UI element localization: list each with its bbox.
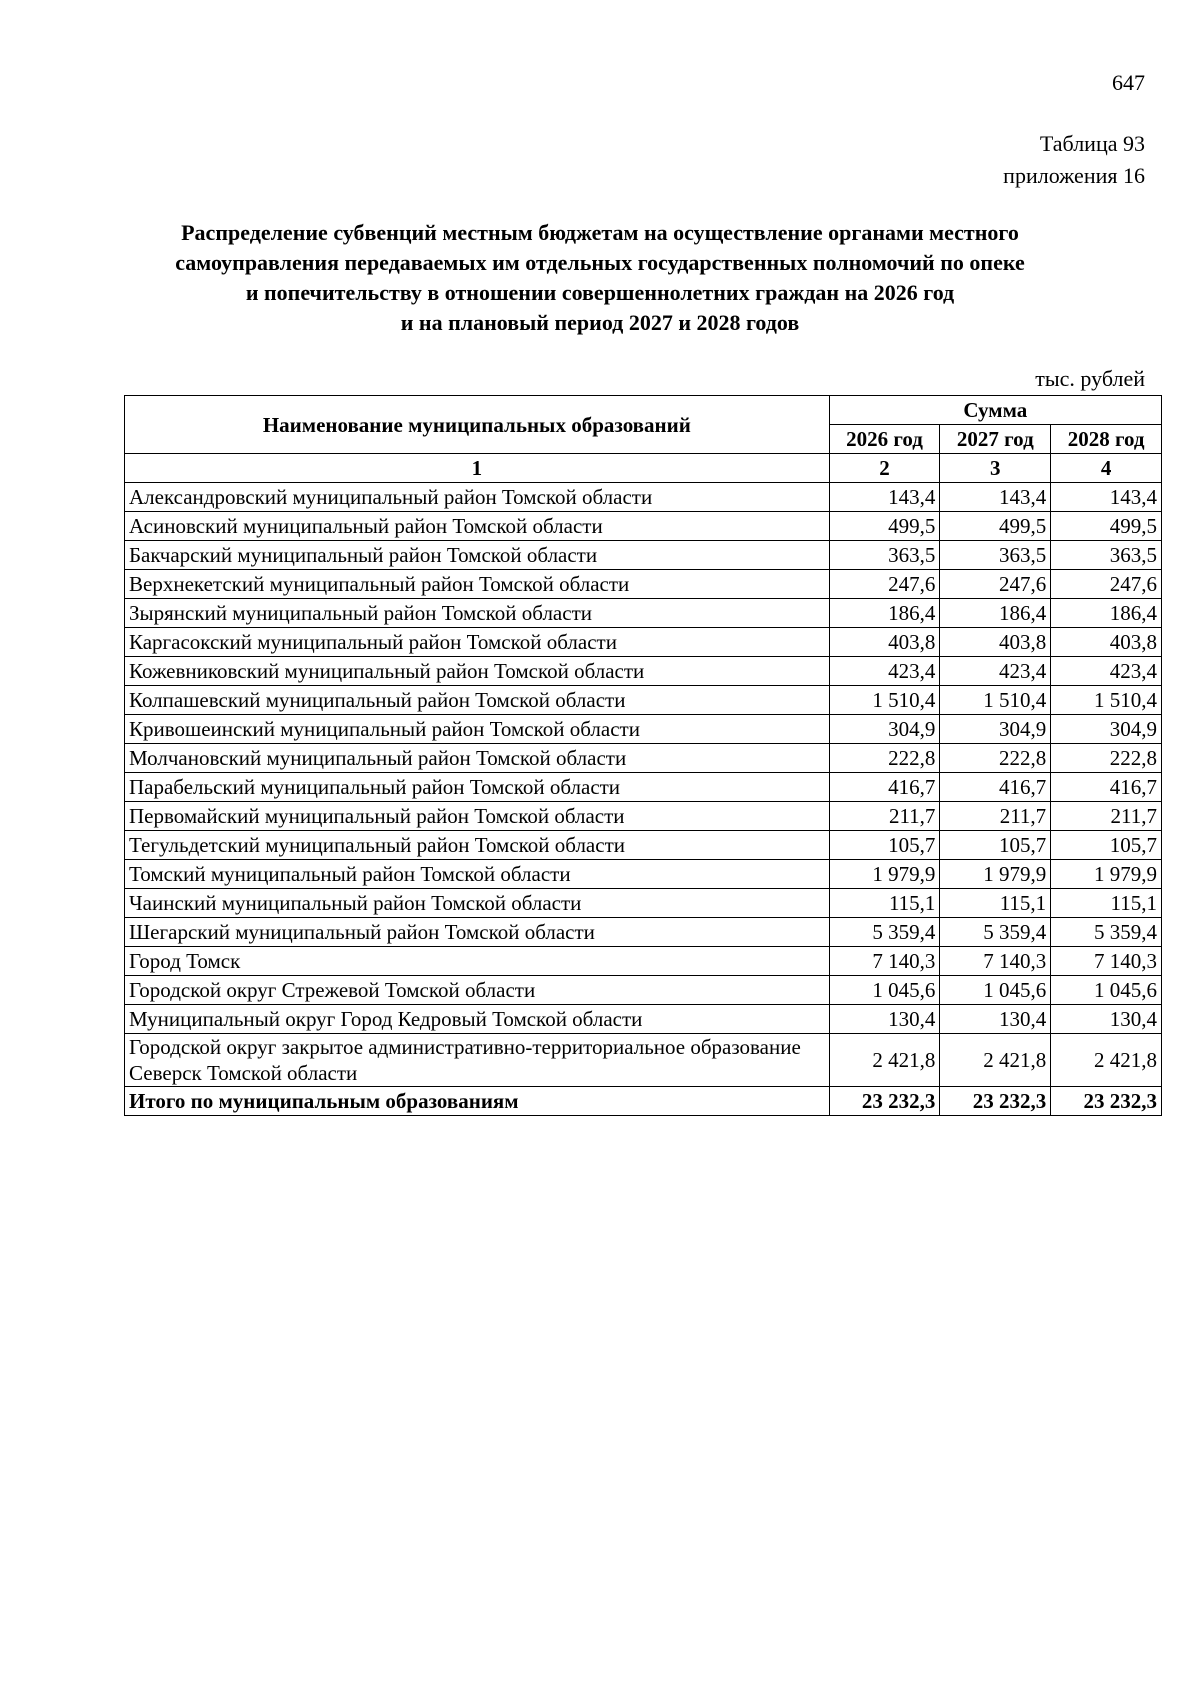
table-row bbox=[125, 657, 1162, 686]
municipality-name: Кожевниковский муниципальный район Томской области bbox=[125, 657, 830, 686]
municipality-name: Город Томск bbox=[125, 947, 830, 976]
table-row bbox=[125, 599, 1162, 628]
title-line1: Распределение субвенций местным бюджетам на осуществление органами местного bbox=[181, 220, 1019, 245]
municipality-name: Александровский муниципальный район Томской области bbox=[125, 483, 830, 512]
value-2027: 1 045,6 bbox=[940, 976, 1051, 1005]
value-2028: 115,1 bbox=[1051, 889, 1162, 918]
units-label: тыс. рублей bbox=[1035, 366, 1145, 391]
header-sum: Сумма bbox=[829, 396, 1161, 425]
header-year-2028: 2028 год bbox=[1051, 425, 1162, 454]
table-row bbox=[125, 831, 1162, 860]
value-2027: 304,9 bbox=[940, 715, 1051, 744]
value-2027: 499,5 bbox=[940, 512, 1051, 541]
value-2027: 5 359,4 bbox=[940, 918, 1051, 947]
column-index-4: 4 bbox=[1051, 454, 1162, 483]
table-row bbox=[125, 541, 1162, 570]
table-row bbox=[125, 483, 1162, 512]
municipality-name: Верхнекетский муниципальный район Томской области bbox=[125, 570, 830, 599]
table-row bbox=[125, 744, 1162, 773]
value-2026: 1 045,6 bbox=[829, 976, 940, 1005]
value-2026: 416,7 bbox=[829, 773, 940, 802]
value-2028: 499,5 bbox=[1051, 512, 1162, 541]
table-row bbox=[125, 947, 1162, 976]
value-2028: 1 979,9 bbox=[1051, 860, 1162, 889]
title-line4: и на плановый период 2027 и 2028 годов bbox=[400, 310, 800, 335]
value-2026: 304,9 bbox=[829, 715, 940, 744]
municipality-name: Каргасокский муниципальный район Томской области bbox=[125, 628, 830, 657]
total-label: Итого по муниципальным образованиям bbox=[125, 1087, 830, 1116]
value-2027: 105,7 bbox=[940, 831, 1051, 860]
municipality-name: Бакчарский муниципальный район Томской области bbox=[125, 541, 830, 570]
value-2027: 403,8 bbox=[940, 628, 1051, 657]
value-2028: 247,6 bbox=[1051, 570, 1162, 599]
table-reference-line2: приложения 16 bbox=[1003, 163, 1145, 188]
value-2028: 7 140,3 bbox=[1051, 947, 1162, 976]
total-row bbox=[125, 1087, 1162, 1116]
table-reference-line1: Таблица 93 bbox=[1039, 131, 1145, 156]
total-value-2028: 23 232,3 bbox=[1051, 1087, 1162, 1116]
column-index-row bbox=[125, 454, 1162, 483]
municipality-name: Первомайский муниципальный район Томской области bbox=[125, 802, 830, 831]
value-2027: 416,7 bbox=[940, 773, 1051, 802]
value-2028: 304,9 bbox=[1051, 715, 1162, 744]
value-2028: 130,4 bbox=[1051, 1005, 1162, 1034]
value-2026: 143,4 bbox=[829, 483, 940, 512]
municipality-name: Шегарский муниципальный район Томской области bbox=[125, 918, 830, 947]
value-2028: 105,7 bbox=[1051, 831, 1162, 860]
value-2026: 499,5 bbox=[829, 512, 940, 541]
value-2026: 2 421,8 bbox=[829, 1034, 940, 1087]
table-row bbox=[125, 860, 1162, 889]
value-2027: 211,7 bbox=[940, 802, 1051, 831]
municipality-name: Колпашевский муниципальный район Томской области bbox=[125, 686, 830, 715]
value-2026: 186,4 bbox=[829, 599, 940, 628]
total-value-2027: 23 232,3 bbox=[940, 1087, 1051, 1116]
title-line2: самоуправления передаваемых им отдельных государственных полномочий по опеке bbox=[175, 250, 1025, 275]
value-2026: 403,8 bbox=[829, 628, 940, 657]
value-2026: 247,6 bbox=[829, 570, 940, 599]
column-index-1: 1 bbox=[125, 454, 830, 483]
value-2028: 186,4 bbox=[1051, 599, 1162, 628]
table-row bbox=[125, 686, 1162, 715]
header-year-2026: 2026 год bbox=[829, 425, 940, 454]
value-2028: 143,4 bbox=[1051, 483, 1162, 512]
table-row bbox=[125, 918, 1162, 947]
value-2026: 115,1 bbox=[829, 889, 940, 918]
value-2027: 423,4 bbox=[940, 657, 1051, 686]
value-2027: 130,4 bbox=[940, 1005, 1051, 1034]
value-2027: 2 421,8 bbox=[940, 1034, 1051, 1087]
value-2026: 222,8 bbox=[829, 744, 940, 773]
value-2026: 130,4 bbox=[829, 1005, 940, 1034]
municipality-name: Парабельский муниципальный район Томской области bbox=[125, 773, 830, 802]
municipality-name: Городской округ закрытое административно-территориальное образование Северск Томской области bbox=[125, 1034, 830, 1087]
municipality-name: Тегульдетский муниципальный район Томской области bbox=[125, 831, 830, 860]
municipality-name: Томский муниципальный район Томской области bbox=[125, 860, 830, 889]
value-2026: 1 979,9 bbox=[829, 860, 940, 889]
header-row bbox=[125, 396, 1162, 425]
value-2028: 363,5 bbox=[1051, 541, 1162, 570]
value-2027: 143,4 bbox=[940, 483, 1051, 512]
table-reference bbox=[1003, 128, 1145, 192]
value-2028: 2 421,8 bbox=[1051, 1034, 1162, 1087]
value-2027: 115,1 bbox=[940, 889, 1051, 918]
value-2027: 222,8 bbox=[940, 744, 1051, 773]
municipality-name: Зырянский муниципальный район Томской области bbox=[125, 599, 830, 628]
table-body bbox=[125, 483, 1162, 1116]
table-row bbox=[125, 1005, 1162, 1034]
subvention-table bbox=[124, 395, 1162, 1116]
value-2028: 416,7 bbox=[1051, 773, 1162, 802]
value-2027: 7 140,3 bbox=[940, 947, 1051, 976]
table-row bbox=[125, 1034, 1162, 1087]
municipality-name: Городской округ Стрежевой Томской области bbox=[125, 976, 830, 1005]
value-2026: 1 510,4 bbox=[829, 686, 940, 715]
value-2026: 363,5 bbox=[829, 541, 940, 570]
table-row bbox=[125, 715, 1162, 744]
title-line3: и попечительству в отношении совершеннолетних граждан на 2026 год bbox=[245, 280, 955, 305]
value-2026: 423,4 bbox=[829, 657, 940, 686]
value-2027: 247,6 bbox=[940, 570, 1051, 599]
value-2027: 186,4 bbox=[940, 599, 1051, 628]
value-2028: 1 510,4 bbox=[1051, 686, 1162, 715]
value-2027: 1 510,4 bbox=[940, 686, 1051, 715]
table-row bbox=[125, 512, 1162, 541]
table-row bbox=[125, 773, 1162, 802]
value-2028: 211,7 bbox=[1051, 802, 1162, 831]
value-2026: 5 359,4 bbox=[829, 918, 940, 947]
column-index-2: 2 bbox=[829, 454, 940, 483]
total-value-2026: 23 232,3 bbox=[829, 1087, 940, 1116]
table-row bbox=[125, 889, 1162, 918]
value-2026: 211,7 bbox=[829, 802, 940, 831]
table-row bbox=[125, 976, 1162, 1005]
value-2026: 105,7 bbox=[829, 831, 940, 860]
value-2028: 5 359,4 bbox=[1051, 918, 1162, 947]
value-2028: 423,4 bbox=[1051, 657, 1162, 686]
table-row bbox=[125, 628, 1162, 657]
header-name: Наименование муниципальных образований bbox=[125, 396, 830, 454]
value-2027: 1 979,9 bbox=[940, 860, 1051, 889]
document-title bbox=[90, 218, 1110, 338]
table-row bbox=[125, 802, 1162, 831]
value-2028: 222,8 bbox=[1051, 744, 1162, 773]
municipality-name: Молчановский муниципальный район Томской области bbox=[125, 744, 830, 773]
value-2027: 363,5 bbox=[940, 541, 1051, 570]
value-2028: 403,8 bbox=[1051, 628, 1162, 657]
municipality-name: Асиновский муниципальный район Томской области bbox=[125, 512, 830, 541]
header-year-2027: 2027 год bbox=[940, 425, 1051, 454]
municipality-name: Кривошеинский муниципальный район Томской области bbox=[125, 715, 830, 744]
column-index-3: 3 bbox=[940, 454, 1051, 483]
page-number: 647 bbox=[1112, 70, 1145, 95]
municipality-name: Муниципальный округ Город Кедровый Томской области bbox=[125, 1005, 830, 1034]
value-2026: 7 140,3 bbox=[829, 947, 940, 976]
municipality-name: Чаинский муниципальный район Томской области bbox=[125, 889, 830, 918]
value-2028: 1 045,6 bbox=[1051, 976, 1162, 1005]
table-row bbox=[125, 570, 1162, 599]
